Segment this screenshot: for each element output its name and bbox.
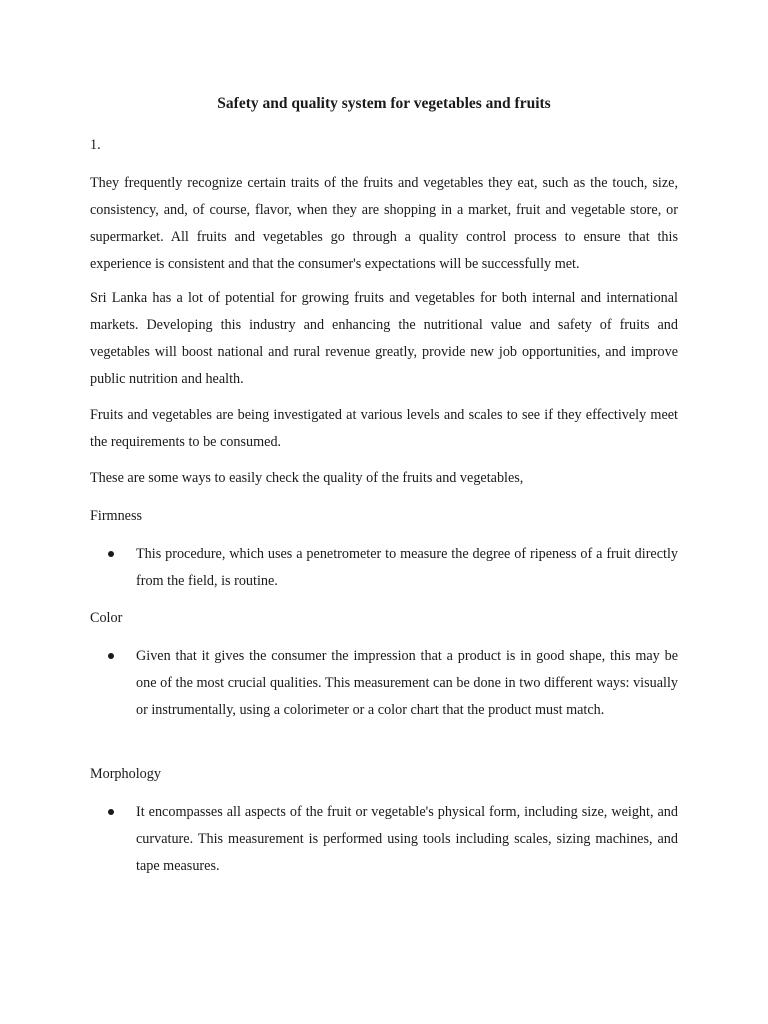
bullet-text-firmness: This procedure, which uses a penetrometer to measure the degree of ripeness of a fruit directly from the field, is routine. bbox=[136, 546, 678, 589]
bullet-text-morphology: It encompasses all aspects of the fruit or vegetable's physical form, including size, weight, and curvature. This measurement is performed using tools including scales, sizing machines, and tape measures. bbox=[136, 804, 678, 874]
bullet-firmness bbox=[136, 541, 678, 595]
bullet-color bbox=[136, 643, 678, 724]
section-number: 1. bbox=[90, 137, 101, 153]
paragraph-ways: These are some ways to easily check the quality of the fruits and vegetables, bbox=[90, 470, 524, 486]
bullet-text-color: Given that it gives the consumer the impression that a product is in good shape, this may be one of the most crucial qualities. This measurement can be done in two different ways: visually or instrumentally, using a colorimeter or a color chart that the product must match. bbox=[136, 648, 678, 718]
document-title: Safety and quality system for vegetables and fruits bbox=[217, 95, 551, 112]
bullet-dot-icon bbox=[108, 653, 114, 659]
bullet-dot-icon bbox=[108, 809, 114, 815]
paragraph-sri-lanka: Sri Lanka has a lot of potential for growing fruits and vegetables for both internal and international markets. Developing this industry and enhancing the nutritional value and safety of fruits and vegetables will boost national and rural revenue greatly, provide new job opportunities, and improve public nutrition and health. bbox=[90, 290, 678, 387]
paragraph-intro: They frequently recognize certain traits of the fruits and vegetables they eat, such as the touch, size, consistency, and, of course, flavor, when they are shopping in a market, fruit and vegetable store, or supermarket. All fruits and vegetables go through a quality control process to ensure that this experience is consistent and that the consumer's expectations will be successfully met. bbox=[90, 175, 678, 272]
document-page bbox=[90, 0, 678, 1024]
bullet-dot-icon bbox=[108, 551, 114, 557]
heading-morphology: Morphology bbox=[90, 766, 161, 782]
bullet-morphology bbox=[136, 799, 678, 880]
heading-firmness: Firmness bbox=[90, 508, 143, 524]
paragraph-investigation: Fruits and vegetables are being investigated at various levels and scales to see if they effectively meet the requirements to be consumed. bbox=[90, 407, 678, 450]
heading-color: Color bbox=[90, 610, 123, 626]
